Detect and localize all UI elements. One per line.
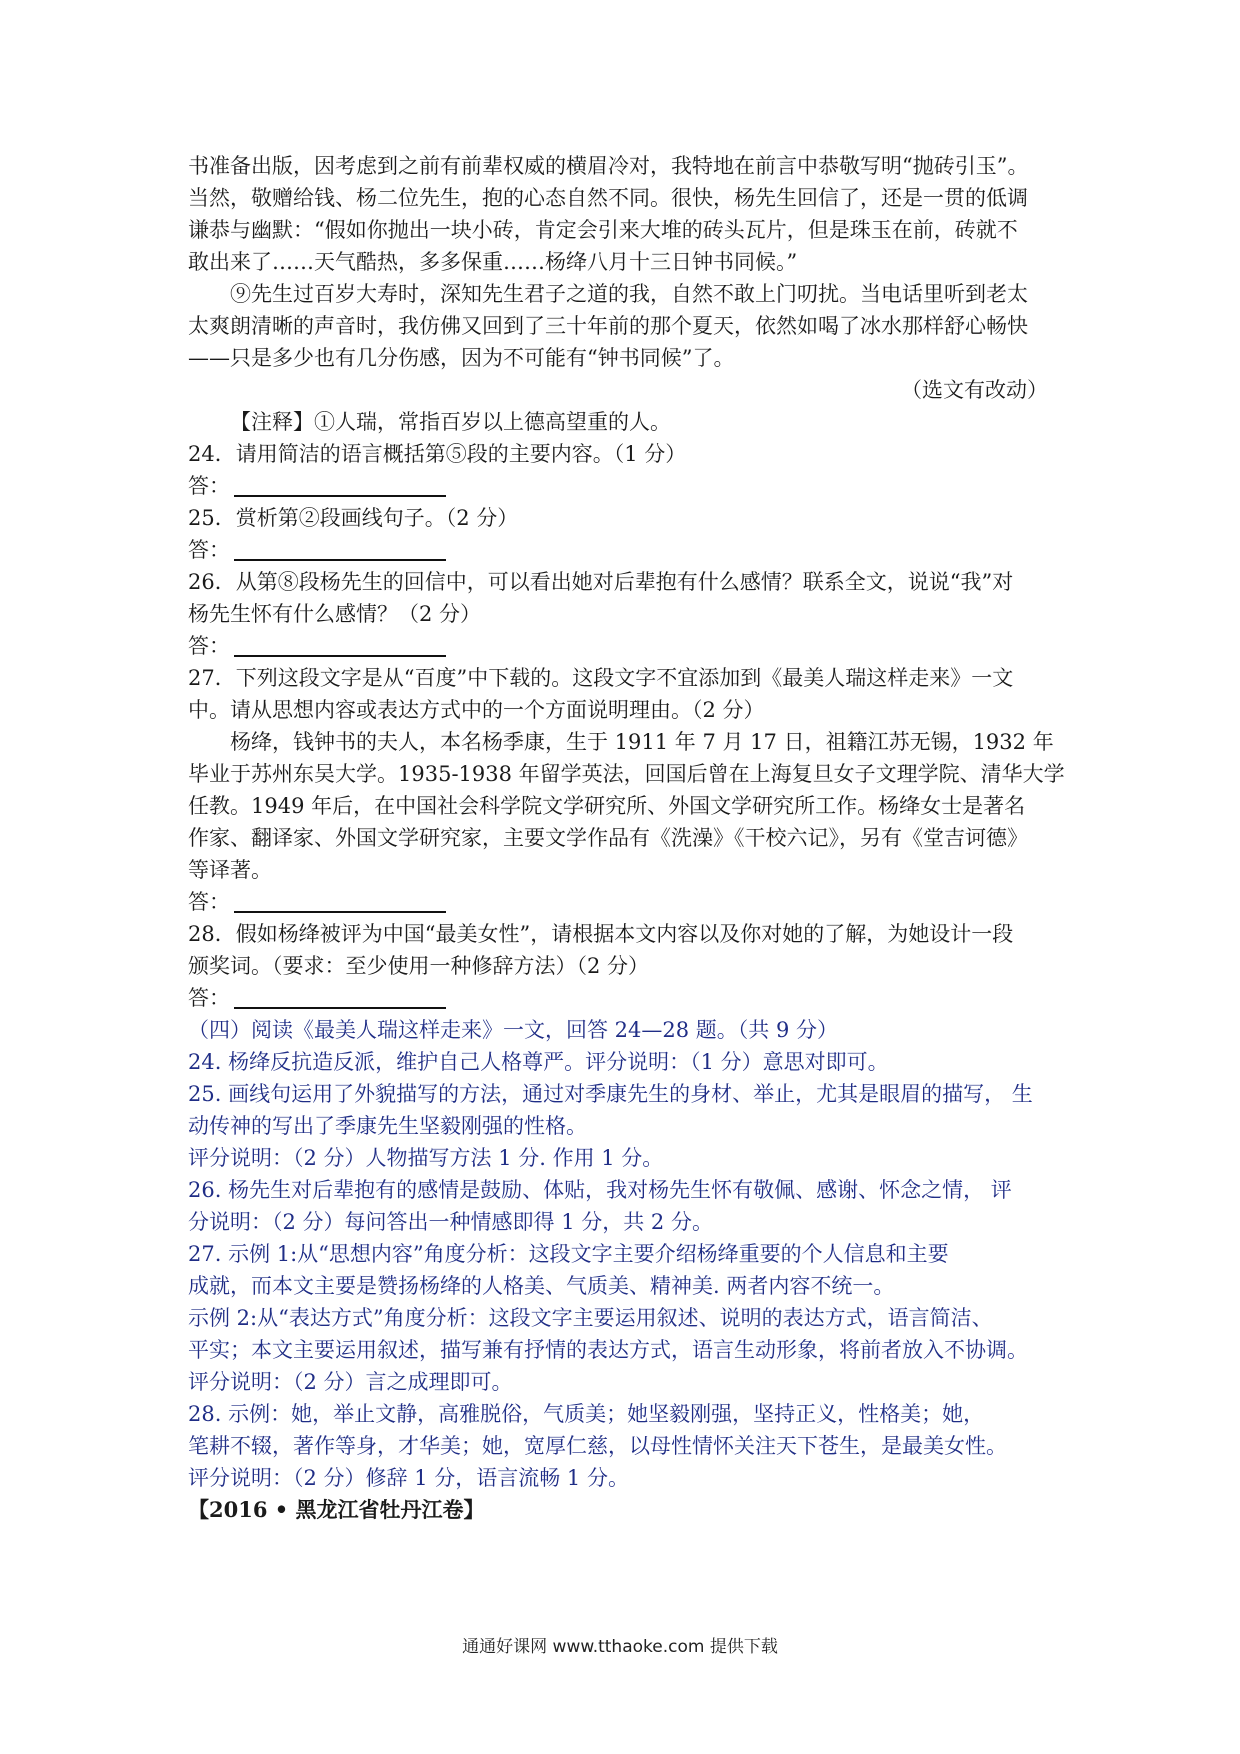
answer-line — [188, 886, 1058, 918]
answer-prefix: 答： — [188, 538, 230, 562]
question-28: 颁奖词。（要求：至少使用一种修辞方法）（2 分） — [188, 954, 650, 978]
passage-line: 敢出来了……天气酷热，多多保重……杨绛八月十三日钟书同候。” — [188, 250, 798, 274]
answer-key-line: 平实；本文主要运用叙述，描写兼有抒情的表达方式，语言生动形象，将前者放入不协调。 — [188, 1338, 1028, 1362]
section-heading: 【2016 • 黑龙江省牡丹江卷】 — [188, 1497, 485, 1522]
question-26: 26．从第⑧段杨先生的回信中，可以看出她对后辈抱有什么感情？联系全文，说说“我”对 — [188, 570, 1014, 594]
q27-text-line: 杨绛，钱钟书的夫人，本名杨季康，生于 1911 年 7 月 17 日，祖籍江苏无锡，1932 年 — [230, 730, 1054, 754]
question-26: 杨先生怀有什么感情？（2 分） — [188, 602, 482, 626]
answer-key-line: （四）阅读《最美人瑞这样走来》一文，回答 24—28 题。（共 9 分） — [188, 1018, 839, 1042]
answer-blank[interactable] — [234, 633, 446, 657]
answer-blank[interactable] — [234, 889, 446, 913]
answer-prefix: 答： — [188, 890, 230, 914]
passage-line: ——只是多少也有几分伤感，因为不可能有“钟书同候”了。 — [188, 346, 735, 370]
answer-key-line: 笔耕不辍，著作等身，才华美；她，宽厚仁慈，以母性情怀关注天下苍生，是最美女性。 — [188, 1434, 1007, 1458]
answer-prefix: 答： — [188, 986, 230, 1010]
answer-blank[interactable] — [234, 473, 446, 497]
answer-prefix: 答： — [188, 474, 230, 498]
q27-text-line: 作家、翻译家、外国文学研究家，主要文学作品有《洗澡》《干校六记》，另有《堂吉诃德》 — [188, 826, 1028, 850]
answer-key-line: 分说明：（2 分）每问答出一种情感即得 1 分，共 2 分。 — [188, 1210, 713, 1234]
answer-blank[interactable] — [234, 537, 446, 561]
answer-key-line: 24. 杨绛反抗造反派，维护自己人格尊严。评分说明：（1 分）意思对即可。 — [188, 1050, 889, 1074]
answer-key-line: 评分说明：（2 分）人物描写方法 1 分. 作用 1 分。 — [188, 1146, 664, 1170]
answer-line — [188, 982, 1058, 1014]
answer-blank[interactable] — [234, 985, 446, 1009]
answer-key-line: 评分说明：（2 分）言之成理即可。 — [188, 1370, 513, 1394]
document-body — [188, 150, 1065, 1526]
answer-line — [188, 534, 1058, 566]
answer-prefix: 答： — [188, 634, 230, 658]
passage-line: 书准备出版，因考虑到之前有前辈权威的横眉冷对，我特地在前言中恭敬写明“抛砖引玉”。 — [188, 154, 1029, 178]
passage-line: 当然，敬赠给钱、杨二位先生，抱的心态自然不同。很快，杨先生回信了，还是一贯的低调 — [188, 186, 1028, 210]
q27-text-line: 等译著。 — [188, 858, 272, 882]
answer-key-line: 成就，而本文主要是赞扬杨绛的人格美、气质美、精神美. 两者内容不统一。 — [188, 1274, 895, 1298]
q27-text-line: 毕业于苏州东吴大学。1935-1938 年留学英法，回国后曾在上海复旦女子文理学院、清华大学 — [188, 762, 1065, 786]
q27-text-line: 任教。1949 年后，在中国社会科学院文学研究所、外国文学研究所工作。杨绛女士是著名 — [188, 794, 1026, 818]
question-27: 中。请从思想内容或表达方式中的一个方面说明理由。（2 分） — [188, 698, 765, 722]
answer-line — [188, 470, 1058, 502]
question-25: 25．赏析第②段画线句子。（2 分） — [188, 506, 519, 530]
passage-line: 太爽朗清晰的声音时，我仿佛又回到了三十年前的那个夏天，依然如喝了冰水那样舒心畅快 — [188, 314, 1028, 338]
question-28: 28．假如杨绛被评为中国“最美女性”，请根据本文内容以及你对她的了解，为她设计一段 — [188, 922, 1014, 946]
source-note: （选文有改动） — [901, 378, 1048, 402]
passage-line: ⑨先生过百岁大寿时，深知先生君子之道的我，自然不敢上门叨扰。当电话里听到老太 — [230, 282, 1028, 306]
answer-key-line: 26. 杨先生对后辈抱有的感情是鼓励、体贴，我对杨先生怀有敬佩、感谢、怀念之情， 评 — [188, 1178, 1012, 1202]
answer-key-line: 评分说明：（2 分）修辞 1 分，语言流畅 1 分。 — [188, 1466, 629, 1490]
question-24: 24．请用简洁的语言概括第⑤段的主要内容。（1 分） — [188, 442, 687, 466]
answer-line — [188, 630, 1058, 662]
passage-line: 谦恭与幽默：“假如你抛出一块小砖，肯定会引来大堆的砖头瓦片，但是珠玉在前，砖就不 — [188, 218, 1018, 242]
answer-key-line: 27. 示例 1:从“思想内容”角度分析：这段文字主要介绍杨绛重要的个人信息和主要 — [188, 1242, 949, 1266]
annotation: 【注释】①人瑞，常指百岁以上德高望重的人。 — [230, 410, 671, 434]
answer-key-line: 25. 画线句运用了外貌描写的方法，通过对季康先生的身材、举止，尤其是眼眉的描写， 生 — [188, 1082, 1033, 1106]
answer-key-line: 28. 示例：她，举止文静，高雅脱俗，气质美；她坚毅刚强，坚持正义，性格美；她， — [188, 1402, 985, 1426]
page-footer: 通通好课网 www.tthaoke.com 提供下载 — [462, 1637, 778, 1657]
answer-key-line: 动传神的写出了季康先生坚毅刚强的性格。 — [188, 1114, 587, 1138]
question-27: 27．下列这段文字是从“百度”中下载的。这段文字不宜添加到《最美人瑞这样走来》一文 — [188, 666, 1014, 690]
answer-key-line: 示例 2:从“表达方式”角度分析：这段文字主要运用叙述、说明的表达方式，语言简洁、 — [188, 1306, 993, 1330]
